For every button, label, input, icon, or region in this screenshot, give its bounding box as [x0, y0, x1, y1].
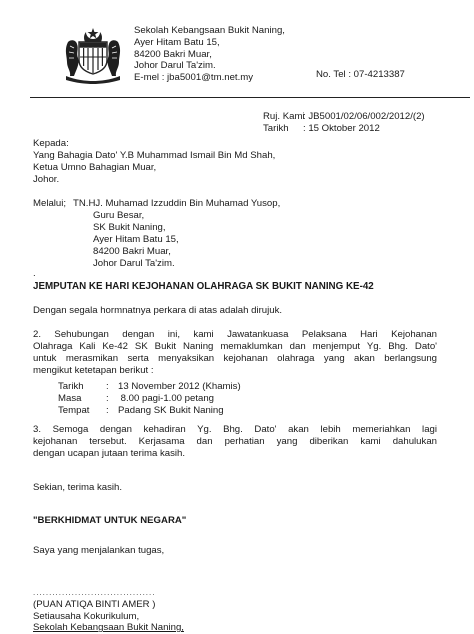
letterhead-divider — [30, 97, 470, 98]
signature-line: ...................................... — [33, 588, 156, 597]
detail-value: 8.00 pagi-1.00 petang — [118, 393, 215, 404]
para2-line-3: untuk merasmikan serta menyaksikan kejohanan olahraga yang akan berlangsung — [33, 353, 437, 364]
para2-line-2: Olahraga Kali Ke-42 SK Bukit Naning memaklumkan dan menjemput Yg. Bhg. Dato' — [33, 341, 437, 352]
via-label: Melalui; — [33, 198, 67, 209]
signatory-name: (PUAN ATIQA BINTI AMER ) — [33, 599, 156, 610]
recipient-line-1: Yang Bahagia Dato' Y.B Muhammad Ismail Bin Md Shah, — [33, 150, 276, 161]
para3-line-3: dengan ucapan jutaan terima kasih. — [33, 448, 186, 459]
sign-off-text: Saya yang menjalankan tugas, — [33, 545, 165, 556]
detail-key: Tempat — [58, 405, 90, 416]
school-address-block — [134, 25, 334, 84]
address-line-3: Johor Darul Ta'zim. — [134, 60, 216, 72]
greeting-paragraph — [33, 305, 437, 317]
via-line-5: 84200 Bakri Muar, — [93, 246, 171, 257]
detail-key: Masa — [58, 393, 82, 404]
greeting-text: Dengan segala hormnatnya perkara di atas adalah dirujuk. — [33, 305, 283, 316]
via-line-2: Guru Besar, — [93, 210, 145, 221]
para3-line-1: 3. Semoga dengan kehadiran Yg. Bhg. Dato' akan lebih memeriahkan lagi — [33, 424, 437, 435]
recipient-line-3: Johor. — [33, 174, 60, 185]
detail-row: Masa : 8.00 pagi-1.00 petang — [58, 393, 215, 404]
tarikh-label: Tarikh — [263, 122, 289, 134]
tarikh-value: : 15 Oktober 2012 — [303, 122, 380, 134]
reference-block — [263, 111, 425, 135]
signatory-title: Setiausaha Kokurikulum, — [33, 610, 140, 622]
detail-row: Tempat : Padang SK Bukit Naning — [58, 405, 224, 416]
email-line: E-mel : jba5001@tm.net.my — [134, 72, 254, 84]
signatory-block — [33, 599, 184, 634]
detail-value: Padang SK Bukit Naning — [118, 405, 224, 416]
address-line-1: Ayer Hitam Batu 15, — [134, 36, 220, 48]
via-line-4: Ayer Hitam Batu 15, — [93, 234, 179, 245]
via-line-3: SK Bukit Naning, — [93, 222, 166, 233]
school-name: Sekolah Kebangsaan Bukit Naning, — [134, 25, 285, 36]
recipient-block — [33, 138, 275, 186]
para3-line-2: kejohanan tersebut. Kerjasama dan perhatian yang diberikan kami dahulukan — [33, 436, 437, 447]
via-line-6: Johor Darul Ta'zim. — [93, 258, 175, 269]
address-line-2: 84200 Bakri Muar, — [134, 48, 212, 60]
letterhead — [0, 0, 474, 100]
ruj-value: : JB5001/02/06/002/2012/(2) — [303, 111, 425, 122]
recipient-line-2: Ketua Umno Bahagian Muar, — [33, 162, 157, 173]
slogan-text: "BERKHIDMAT UNTUK NEGARA" — [33, 515, 187, 526]
detail-key: Tarikh — [58, 381, 84, 392]
event-details — [58, 381, 241, 417]
via-line-1: TN.HJ. Muhamad Izzuddin Bin Muhamad Yusop, — [73, 198, 281, 209]
paragraph-3 — [33, 424, 437, 460]
letter-subject: JEMPUTAN KE HARI KEJOHANAN OLAHRAGA SK BUKIT NANING KE-42 — [33, 281, 374, 292]
phone-number: No. Tel : 07-4213387 — [316, 69, 405, 80]
stray-dot: . — [33, 268, 36, 279]
ruj-label: Ruj. Kami — [263, 111, 305, 122]
signatory-org: Sekolah Kebangsaan Bukit Naning, — [33, 622, 184, 634]
coat-of-arms-icon — [62, 26, 124, 84]
para2-line-1: 2. Sehubungan dengan ini, kami Jawatankuasa Pelaksana Hari Kejohanan — [33, 329, 437, 340]
closing-text: Sekian, terima kasih. — [33, 482, 123, 493]
detail-value: 13 November 2012 (Khamis) — [118, 381, 241, 392]
paragraph-2 — [33, 329, 437, 377]
via-block — [73, 198, 280, 270]
recipient-heading: Kepada: — [33, 138, 69, 149]
para2-line-4: mengikut ketetapan berikut : — [33, 365, 154, 376]
detail-row: Tarikh : 13 November 2012 (Khamis) — [58, 381, 241, 392]
